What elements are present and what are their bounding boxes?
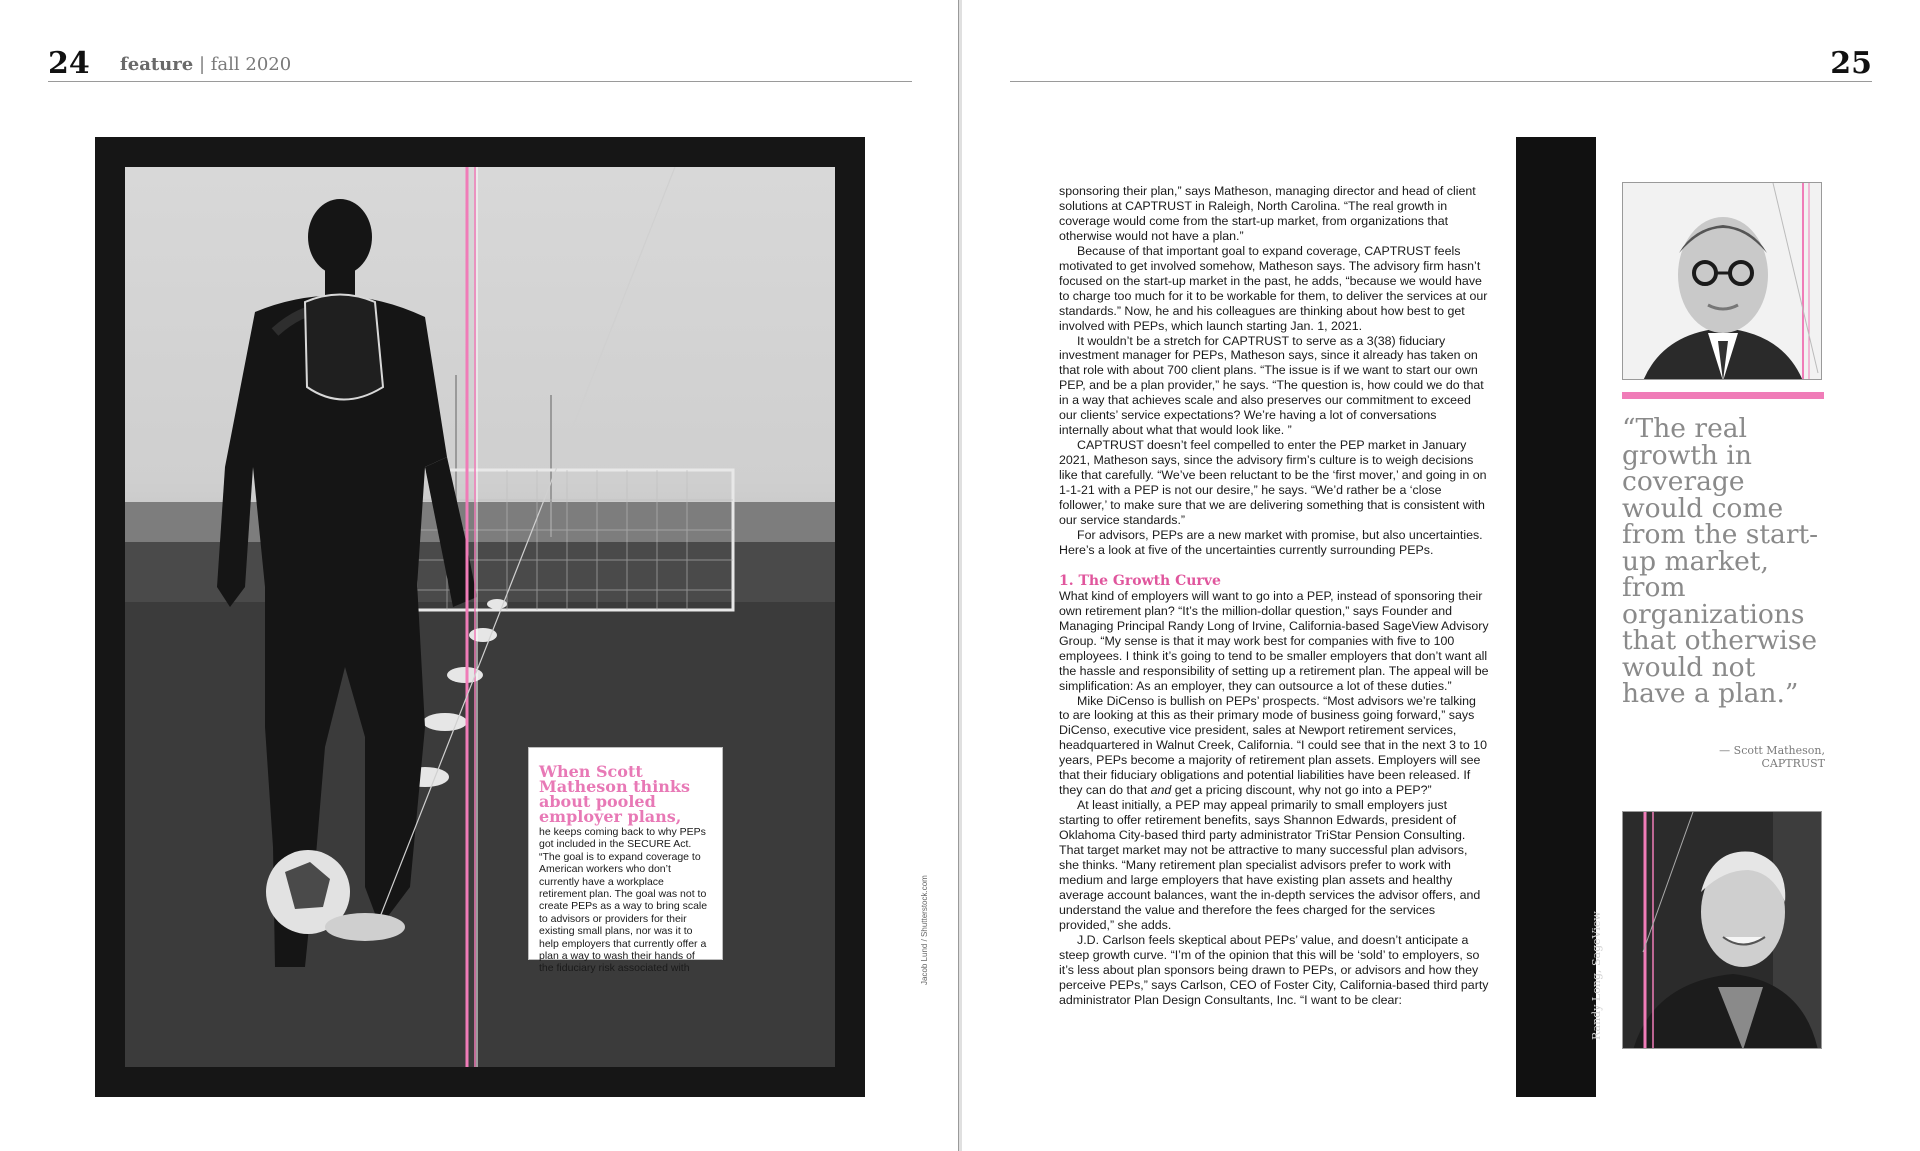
article-paragraph: CAPTRUST doesn’t feel compelled to enter the PEP market in January 2021, Matheson says, since the advisory firm’s culture is to weigh decisions like that carefully. “We’ve been reluctant to be the ‘first mover,’ and going in on 1-1-21 with a PEP is not our desire,” he says. “We’d rather be a ‘close follower,’ to make sure that we are delivering something that is consistent with our service standards.” [1059, 438, 1487, 527]
portrait-illustration [1623, 183, 1822, 380]
soccer-player-illustration [125, 167, 835, 1067]
headshot-credit: Randy Long, SageView [1590, 911, 1603, 1040]
article-paragraph: It wouldn’t be a stretch for CAPTRUST to serve as a 3(38) fiduciary investment manager for PEPs, Matheson says, since it already has taken on that role with about 700 client plans. “The issue is if we want to start our own PEP, and be a plan provider,” he says. “The question is, how could we do that in a way that achieves scale and also preserves our commitment to exceed our clients’ service expectations? We’re having a lot of conversations internally about what that would look like. ” [1059, 333, 1484, 438]
article-paragraph: Because of that important goal to expand coverage, CAPTRUST feels motivated to get involved somehow, Matheson says. The advisory firm hasn’t focused on the start-up market in the past, he adds, “because we would have to charge too much for it to be workable for them, to deliver the services at our standards.” Now, he and his colleagues are thinking about how best to get involved with PEPs, which launch starting Jan. 1, 2021. [1059, 243, 1488, 333]
intro-body: he keeps coming back to why PEPs got included in the SECURE Act. “The goal is to expand coverage to American workers who don’t currently have a workplace retirement plan. The goal was not to create PEPs as a way to bring scale to advisors or providers for their existing small plans, nor was it to help employers that currently offer a plan a way to wash their hands of the fiduciary risk associated with [539, 826, 708, 975]
pull-quote-rule [1622, 392, 1824, 399]
article-paragraph [1059, 694, 1489, 799]
pull-quote: “The real growth in coverage would come from the start-up market, from organizations that otherwise would not have a plan.” [1622, 413, 1819, 709]
sidebar-black-bar [1516, 137, 1596, 1097]
emphasis-text: and [1150, 783, 1172, 798]
photo-credit: Jacob Lund / Shutterstock.com [920, 875, 929, 985]
article-paragraph: What kind of employers will want to go into a PEP, instead of sponsoring their own retirement plan? “It’s the million-dollar question,” says Founder and Managing Principal Randy Long of Irvine, California-based SageView Advisory Group. “My sense is that it may work best for companies with five to 100 employees. I think it’s going to tend to be smaller employers that don’t want all the hassle and responsibility of setting up a retirement plan. The appeal will be simplification: As an employer, they can outsource a lot of these duties.” [1059, 588, 1489, 693]
article-paragraph: For advisors, PEPs are a new market with promise, but also uncertainties. Here’s a look at five of the uncertainties currently surrounding PEPs. [1059, 527, 1483, 557]
feature-photo-frame [95, 137, 865, 1097]
left-header [48, 48, 912, 82]
issue-label: fall 2020 [210, 54, 292, 75]
text-run: Mike DiCenso is bullish on PEPs’ prospects. “Most advisors we’re talking to are looking at this as their primary mode of business going forward,” says DiCenso, executive vice president, sales at Newport retirement services, headquartered in Walnut Creek, California. “I could see that in the next 3 to 10 years, PEPs become a majority of retirement plan assets. Employers will see that their fiduciary obligations and potential liabilities have been released. If they can do that [1059, 693, 1487, 798]
headshot-matheson [1622, 182, 1822, 380]
page-number-left: 24 [48, 46, 90, 81]
article-paragraph: sponsoring their plan,” says Matheson, managing director and head of client solutions at CAPTRUST in Raleigh, North Carolina. “The real growth in coverage would come from the start-up market, from organizations that otherwise would not have a plan.” [1059, 184, 1476, 243]
section-divider: | [198, 54, 211, 75]
text-run: get a pricing discount, why not go into a PEP?” [1171, 783, 1432, 798]
pull-quote-attribution [1640, 744, 1825, 770]
article-body [1059, 184, 1489, 1008]
section-label [120, 54, 291, 75]
feature-photo [125, 167, 835, 1067]
section-name: feature [120, 54, 194, 75]
portrait-illustration [1623, 812, 1822, 1049]
headshot-long [1622, 811, 1822, 1049]
article-paragraph: J.D. Carlson feels skeptical about PEPs’ value, and doesn’t anticipate a steep growth curve. “I’m of the opinion that this will be ‘sold’ to employers, so it’s less about plan sponsors being drawn to PEPs, or advisors and how they perceive PEPs,” says Carlson, CEO of Foster City, California-based third party administrator Plan Design Consultants, Inc. “I want to be clear: [1059, 932, 1489, 1007]
intro-text-box [528, 747, 723, 975]
attribution-name: — Scott Matheson, [1719, 744, 1825, 757]
intro-headline: When Scott Matheson thinks about pooled employer plans, [539, 762, 690, 826]
left-page [0, 0, 958, 1151]
attribution-org: CAPTRUST [1761, 757, 1825, 770]
article-subhead: 1. The Growth Curve [1059, 572, 1221, 589]
page-number-right: 25 [1830, 46, 1872, 81]
article-paragraph: At least initially, a PEP may appeal primarily to small employers just starting to offer retirement benefits, says Shannon Edwards, president of Oklahoma City-based third party administrator TriStar Pension Consulting. That target market may not be attractive to many successful plan advisors, she thinks. “Many retirement plan specialist advisors prefer to work with medium and large employers that have existing plan assets and healthy average account balances, want the in-depth services the advisor offers, and understand the value and therefore the fees charged for the services provided,” she adds. [1059, 798, 1481, 932]
right-header [1010, 48, 1872, 82]
